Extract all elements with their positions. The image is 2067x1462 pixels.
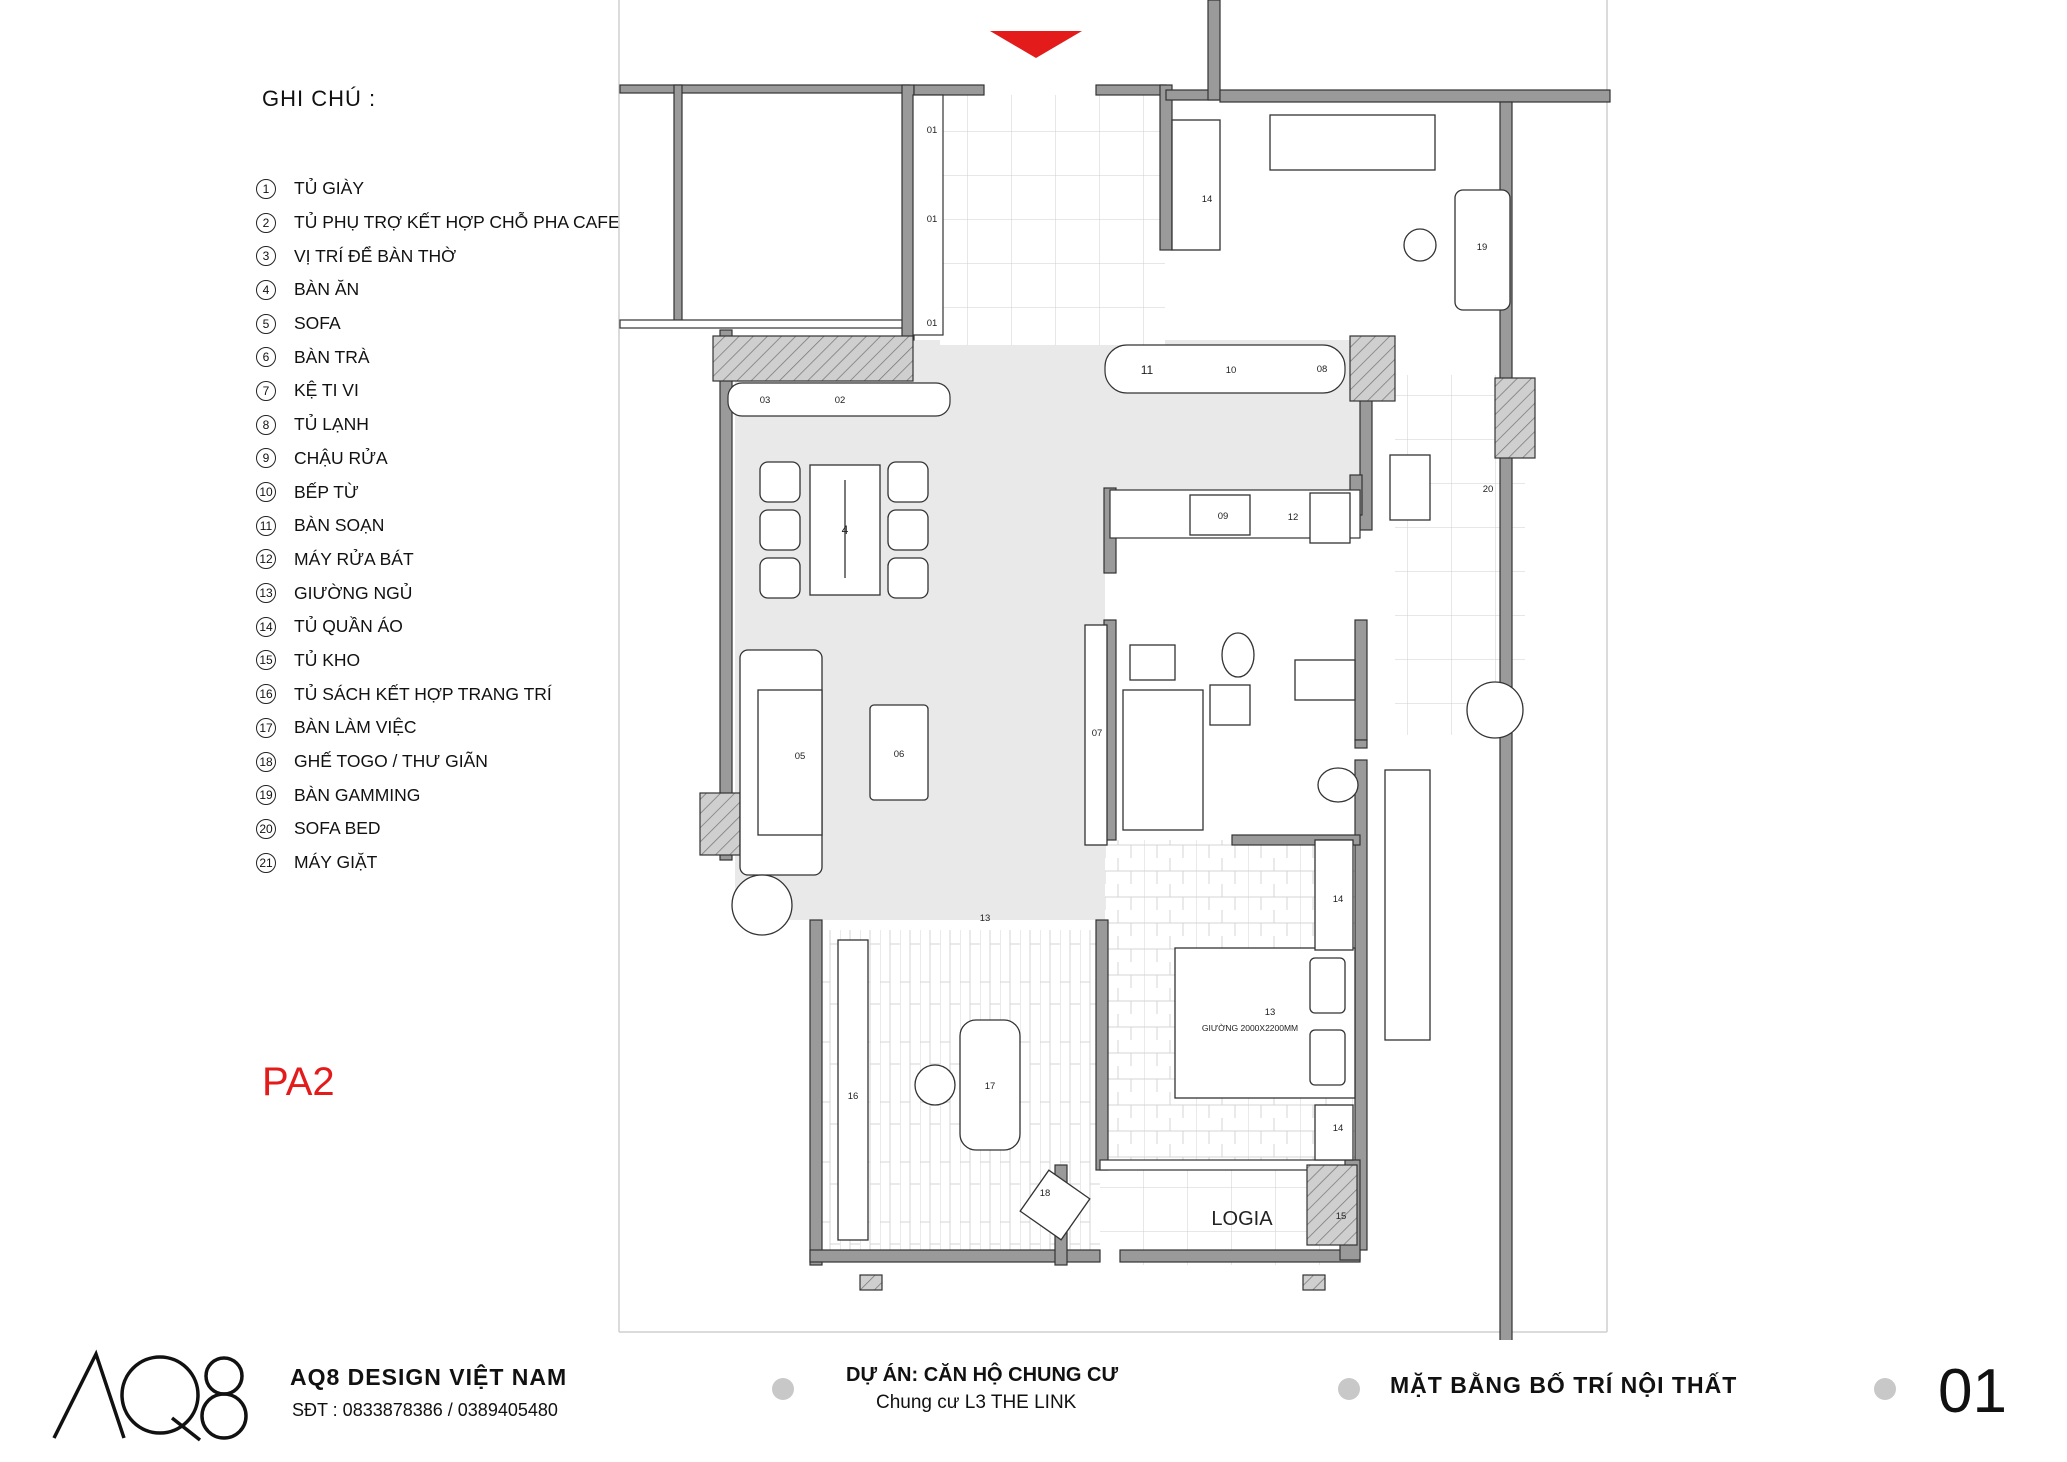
tag-06: 06 <box>893 749 905 760</box>
legend-item <box>256 745 620 779</box>
bedroom-top <box>1172 115 1510 310</box>
legend-label: VỊ TRÍ ĐỂ BÀN THỜ <box>294 245 457 266</box>
legend-label: BÀN GAMMING <box>294 784 421 805</box>
legend-label: SOFA <box>294 313 341 334</box>
tag-01b: 01 <box>926 214 938 225</box>
company-phone: SĐT : 0833878386 / 0389405480 <box>292 1400 558 1420</box>
legend-label: TỦ SÁCH KẾT HỢP TRANG TRÍ <box>294 683 552 704</box>
tag-03: 03 <box>759 395 771 406</box>
legend-item <box>256 307 620 341</box>
legend-item <box>256 846 620 880</box>
tag-16: 16 <box>847 1091 859 1102</box>
tag-20: 20 <box>1482 484 1494 495</box>
tag-02: 02 <box>834 395 846 406</box>
legend-item <box>256 711 620 745</box>
legend-number: 11 <box>256 516 276 536</box>
legend-number: 8 <box>256 415 276 435</box>
legend-list <box>256 172 620 879</box>
legend-item <box>256 374 620 408</box>
legend-item <box>256 644 620 678</box>
legend-item <box>256 442 620 476</box>
legend-label: SOFA BED <box>294 818 381 839</box>
sheet-title: MẶT BẰNG BỐ TRÍ NỘI THẤT <box>1390 1372 1738 1398</box>
tag-05: 05 <box>794 751 806 762</box>
legend-label: BẾP TỪ <box>294 481 359 502</box>
legend-item <box>256 677 620 711</box>
legend-item <box>256 610 620 644</box>
legend-item <box>256 509 620 543</box>
project-subtitle: Chung cư L3 THE LINK <box>876 1392 1077 1413</box>
legend-item <box>256 543 620 577</box>
legend-number: 4 <box>256 280 276 300</box>
tag-01a: 01 <box>926 125 938 136</box>
legend-number: 6 <box>256 347 276 367</box>
legend-title: GHI CHÚ : <box>262 86 377 111</box>
legend-label: TỦ QUẦN ÁO <box>294 616 403 637</box>
legend-number: 12 <box>256 549 276 569</box>
legend-item <box>256 408 620 442</box>
legend-number: 17 <box>256 718 276 738</box>
title-block <box>0 1340 2067 1462</box>
tag-19: 19 <box>1476 242 1488 253</box>
legend-label: BÀN LÀM VIỆC <box>294 717 417 738</box>
legend-label: TỦ LẠNH <box>294 414 369 435</box>
legend-item <box>256 172 620 206</box>
legend-number: 15 <box>256 650 276 670</box>
legend-label: BÀN ĂN <box>294 279 360 300</box>
legend-item <box>256 340 620 374</box>
bed-label: GIƯỜNG 2000X2200MM <box>1201 1023 1299 1033</box>
legend-label: GHẾ TOGO / THƯ GIÃN <box>294 751 488 772</box>
tag-15: 15 <box>1335 1211 1347 1222</box>
legend-number: 16 <box>256 684 276 704</box>
legend-number: 19 <box>256 785 276 805</box>
legend-item <box>256 273 620 307</box>
tag-04: 4 <box>841 523 849 537</box>
legend-number: 2 <box>256 213 276 233</box>
tag-14b: 14 <box>1332 894 1344 905</box>
legend-label: TỦ KHO <box>294 649 361 670</box>
legend-label: TỦ PHỤ TRỢ KẾT HỢP CHỖ PHA CAFE <box>294 212 620 233</box>
tag-13b: 13 <box>1264 1007 1276 1018</box>
tag-14c: 14 <box>1332 1123 1344 1134</box>
legend-number: 1 <box>256 179 276 199</box>
floor-plan <box>618 0 1618 1340</box>
legend-item <box>256 576 620 610</box>
tag-09: 09 <box>1217 511 1229 522</box>
legend-label: CHẬU RỬA <box>294 447 388 468</box>
legend-label: BÀN SOẠN <box>294 515 385 536</box>
project-title: DỰ ÁN: CĂN HỘ CHUNG CƯ <box>846 1364 1119 1386</box>
page-number: 01 <box>1938 1357 2007 1426</box>
separator-dot <box>1874 1378 1896 1400</box>
legend-label: BÀN TRÀ <box>294 346 370 367</box>
logia-label: LOGIA <box>1211 1208 1273 1230</box>
legend-number: 3 <box>256 246 276 266</box>
entrance-arrow <box>990 31 1082 58</box>
separator-dot <box>772 1378 794 1400</box>
tag-12: 12 <box>1287 512 1299 523</box>
legend-item <box>256 206 620 240</box>
tag-07: 07 <box>1091 728 1103 739</box>
legend-item <box>256 475 620 509</box>
legend-label: GIƯỜNG NGỦ <box>294 582 413 603</box>
legend-item <box>256 778 620 812</box>
legend-number: 9 <box>256 448 276 468</box>
legend-number: 5 <box>256 314 276 334</box>
legend-label: MÁY RỬA BÁT <box>294 548 414 569</box>
legend-number: 18 <box>256 752 276 772</box>
legend-number: 20 <box>256 819 276 839</box>
tag-11: 11 <box>1140 363 1154 377</box>
company-name: AQ8 DESIGN VIỆT NAM <box>290 1364 568 1390</box>
tag-10: 10 <box>1225 365 1237 376</box>
legend-number: 13 <box>256 583 276 603</box>
legend-number: 21 <box>256 853 276 873</box>
legend-label: TỦ GIÀY <box>294 178 365 199</box>
legend-number: 7 <box>256 381 276 401</box>
tag-14a: 14 <box>1201 194 1213 205</box>
legend-item <box>256 239 620 273</box>
tag-18: 18 <box>1039 1188 1051 1199</box>
legend-label: MÁY GIẶT <box>294 852 378 873</box>
aq8-logo-icon <box>48 1340 258 1450</box>
tag-17: 17 <box>984 1081 996 1092</box>
tag-13a: 13 <box>979 913 991 924</box>
variant-label: PA2 <box>262 1060 335 1104</box>
legend-label: KỆ TI VI <box>294 380 359 401</box>
tag-01c: 01 <box>926 318 938 329</box>
tag-08: 08 <box>1316 364 1328 375</box>
separator-dot <box>1338 1378 1360 1400</box>
legend-number: 10 <box>256 482 276 502</box>
legend-item <box>256 812 620 846</box>
legend-number: 14 <box>256 617 276 637</box>
